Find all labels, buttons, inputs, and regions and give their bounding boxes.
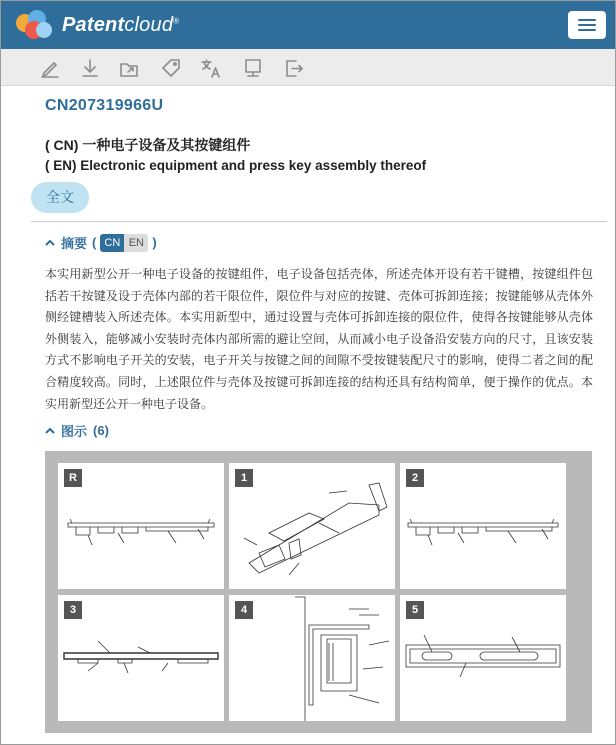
figure-thumbnail[interactable] xyxy=(229,595,395,721)
figure-gallery xyxy=(45,451,592,733)
figure-label: 5 xyxy=(406,601,424,619)
figure-drawing xyxy=(58,595,224,721)
brand-mark: ® xyxy=(173,16,180,26)
figures-header[interactable] xyxy=(44,421,109,440)
title-english: ( EN) Electronic equipment and press key assembly thereof xyxy=(45,158,427,173)
figure-thumbnail[interactable] xyxy=(58,463,224,589)
figure-drawing xyxy=(229,595,395,721)
figure-label: 1 xyxy=(235,469,253,487)
lang-cn-button[interactable]: CN xyxy=(100,234,124,252)
hamburger-icon xyxy=(578,19,596,21)
action-toolbar xyxy=(1,49,615,86)
figure-label: 3 xyxy=(64,601,82,619)
publication-number[interactable]: CN207319966U xyxy=(45,97,164,114)
patentcloud-logo-icon[interactable] xyxy=(13,8,57,42)
brand-name xyxy=(62,14,179,37)
figure-drawing xyxy=(58,463,224,589)
chevron-up-icon[interactable] xyxy=(44,425,56,437)
brand-light: cloud xyxy=(124,14,174,36)
figure-drawing xyxy=(400,463,566,589)
export-icon[interactable] xyxy=(116,55,142,81)
fulltext-button[interactable]: 全文 xyxy=(31,182,89,213)
section-divider xyxy=(31,221,607,222)
app-header xyxy=(1,1,615,49)
download-icon[interactable] xyxy=(77,55,103,81)
figure-thumbnail[interactable] xyxy=(58,595,224,721)
hamburger-icon-line xyxy=(578,24,596,26)
figure-label: R xyxy=(64,469,82,487)
abstract-text: 本实用新型公开一种电子设备的按键组件，电子设备包括壳体，所述壳体开设有若干键槽，按键组件包括若干按键及设于壳体内部的若干限位件，限位件与对应的按键、壳体可拆卸连接；按键能够从壳体外侧经键槽装入所述壳体。本实用新型中，通过设置与壳体可拆卸连接的限位件，使得各按键能够从壳体外侧装入，能够减小安装时壳体内部所需的避让空间，从而减小电子设备沿安装方向的尺寸，且该安装方式不影响电子开关的安装，电子开关与按键之间的间隙不受按键装配尺寸的影响，使得二者之间的配合精度较高。同时，上述限位件与壳体及按键可拆卸连接的结构还具有结构简单，便于操作的优点。本实用新型还公开一种电子设备。 xyxy=(45,267,593,411)
figure-thumbnail[interactable] xyxy=(400,463,566,589)
figure-drawing xyxy=(229,463,395,589)
translate-icon[interactable] xyxy=(198,55,224,81)
hamburger-icon-line xyxy=(578,29,596,31)
tag-icon[interactable] xyxy=(158,55,184,81)
brand-bold: Patent xyxy=(62,14,125,36)
title-chinese: ( CN) 一种电子设备及其按键组件 xyxy=(45,137,251,153)
display-icon[interactable] xyxy=(240,55,266,81)
figure-thumbnail[interactable] xyxy=(400,595,566,721)
paren-close: ) xyxy=(152,235,157,250)
language-toggle xyxy=(100,234,148,252)
figure-drawing xyxy=(400,595,566,721)
figure-thumbnail[interactable] xyxy=(229,463,395,589)
menu-button[interactable] xyxy=(568,11,606,39)
paren-open: ( xyxy=(92,235,97,250)
abstract-header[interactable] xyxy=(44,233,157,252)
lang-en-button[interactable]: EN xyxy=(124,234,148,252)
figures-heading: 图示 xyxy=(61,424,88,439)
figure-label: 4 xyxy=(235,601,253,619)
abstract-heading: 摘要 xyxy=(61,236,88,251)
edit-icon[interactable] xyxy=(37,55,63,81)
chevron-up-icon[interactable] xyxy=(44,237,56,249)
figures-count: (6) xyxy=(93,423,109,438)
figure-label: 2 xyxy=(406,469,424,487)
share-icon[interactable] xyxy=(281,55,307,81)
